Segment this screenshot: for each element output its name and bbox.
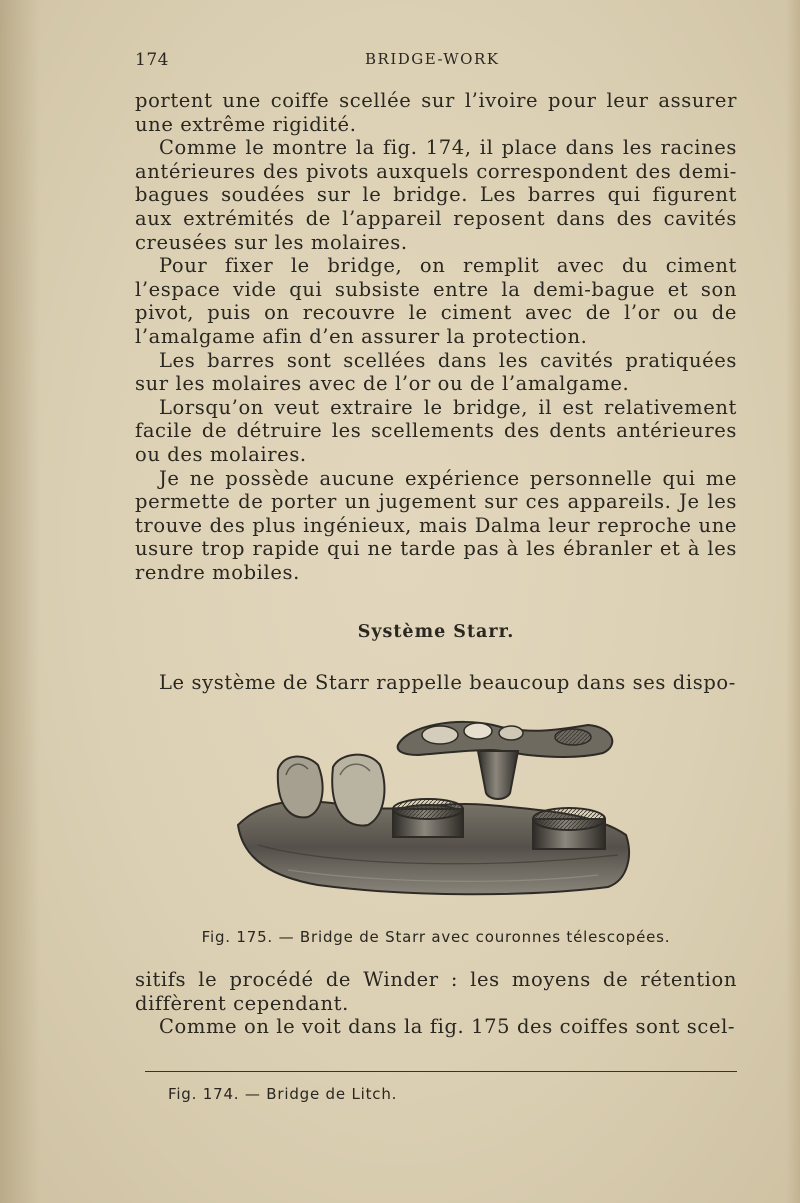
footnote-divider	[145, 1071, 737, 1072]
paragraph: Je ne possède aucune expérience personnelle qui me permette de porter un jugement sur ces appareils. Je les trouve des plus ingénieux, mais Dalma leur reproche une usure trop rapide qui ne tarde pas à les ébranler et à les rendre mobiles.	[135, 466, 737, 584]
paragraph: Le système de Starr rappelle beaucoup dans ses dispo-	[159, 671, 736, 694]
paragraph: Les barres sont scellées dans les cavités pratiquées sur les molaires avec de l’or ou de l’amalgame.	[135, 348, 737, 396]
body-text-section	[135, 671, 737, 695]
paragraph: Lorsqu’on veut extraire le bridge, il est relativement facile de détruire les scellements des dents antérieures ou des molaires.	[135, 395, 737, 466]
body-text-bottom	[135, 968, 737, 1039]
figure-bridge-illustration	[228, 705, 638, 915]
paragraph: sitifs le procédé de Winder : les moyens de rétention diffèrent cependant.	[135, 968, 737, 1015]
paragraph: Pour fixer le bridge, on remplit avec du ciment l’espace vide qui subsiste entre la demi-bague et son pivot, puis on recouvre le ciment avec de l’or ou de l’amalgame afin d’en assurer la protection.	[135, 254, 737, 348]
page-header	[135, 50, 735, 72]
footnote: Fig. 174. — Bridge de Litch.	[168, 1085, 398, 1103]
paragraph: portent une coiffe scellée sur l’ivoire pour leur assurer une extrême rigidité.	[135, 89, 737, 136]
paragraph: Comme on le voit dans la fig. 175 des coiffes sont scel-	[159, 1015, 736, 1039]
page-number: 174	[135, 50, 169, 70]
body-text-top	[135, 89, 737, 584]
figure-caption: Fig. 175. — Bridge de Starr avec couronnes télescopées.	[201, 928, 671, 946]
section-title: Système Starr.	[357, 622, 515, 642]
paragraph: Comme le montre la fig. 174, il place dans les racines antérieures des pivots auxquels correspondent des demi-bagues soudées sur le bridge. Les barres qui figurent aux extrémités de l’appareil reposent dans des cavités creusées sur les molaires.	[135, 136, 737, 254]
running-head: BRIDGE-WORK	[365, 50, 500, 68]
